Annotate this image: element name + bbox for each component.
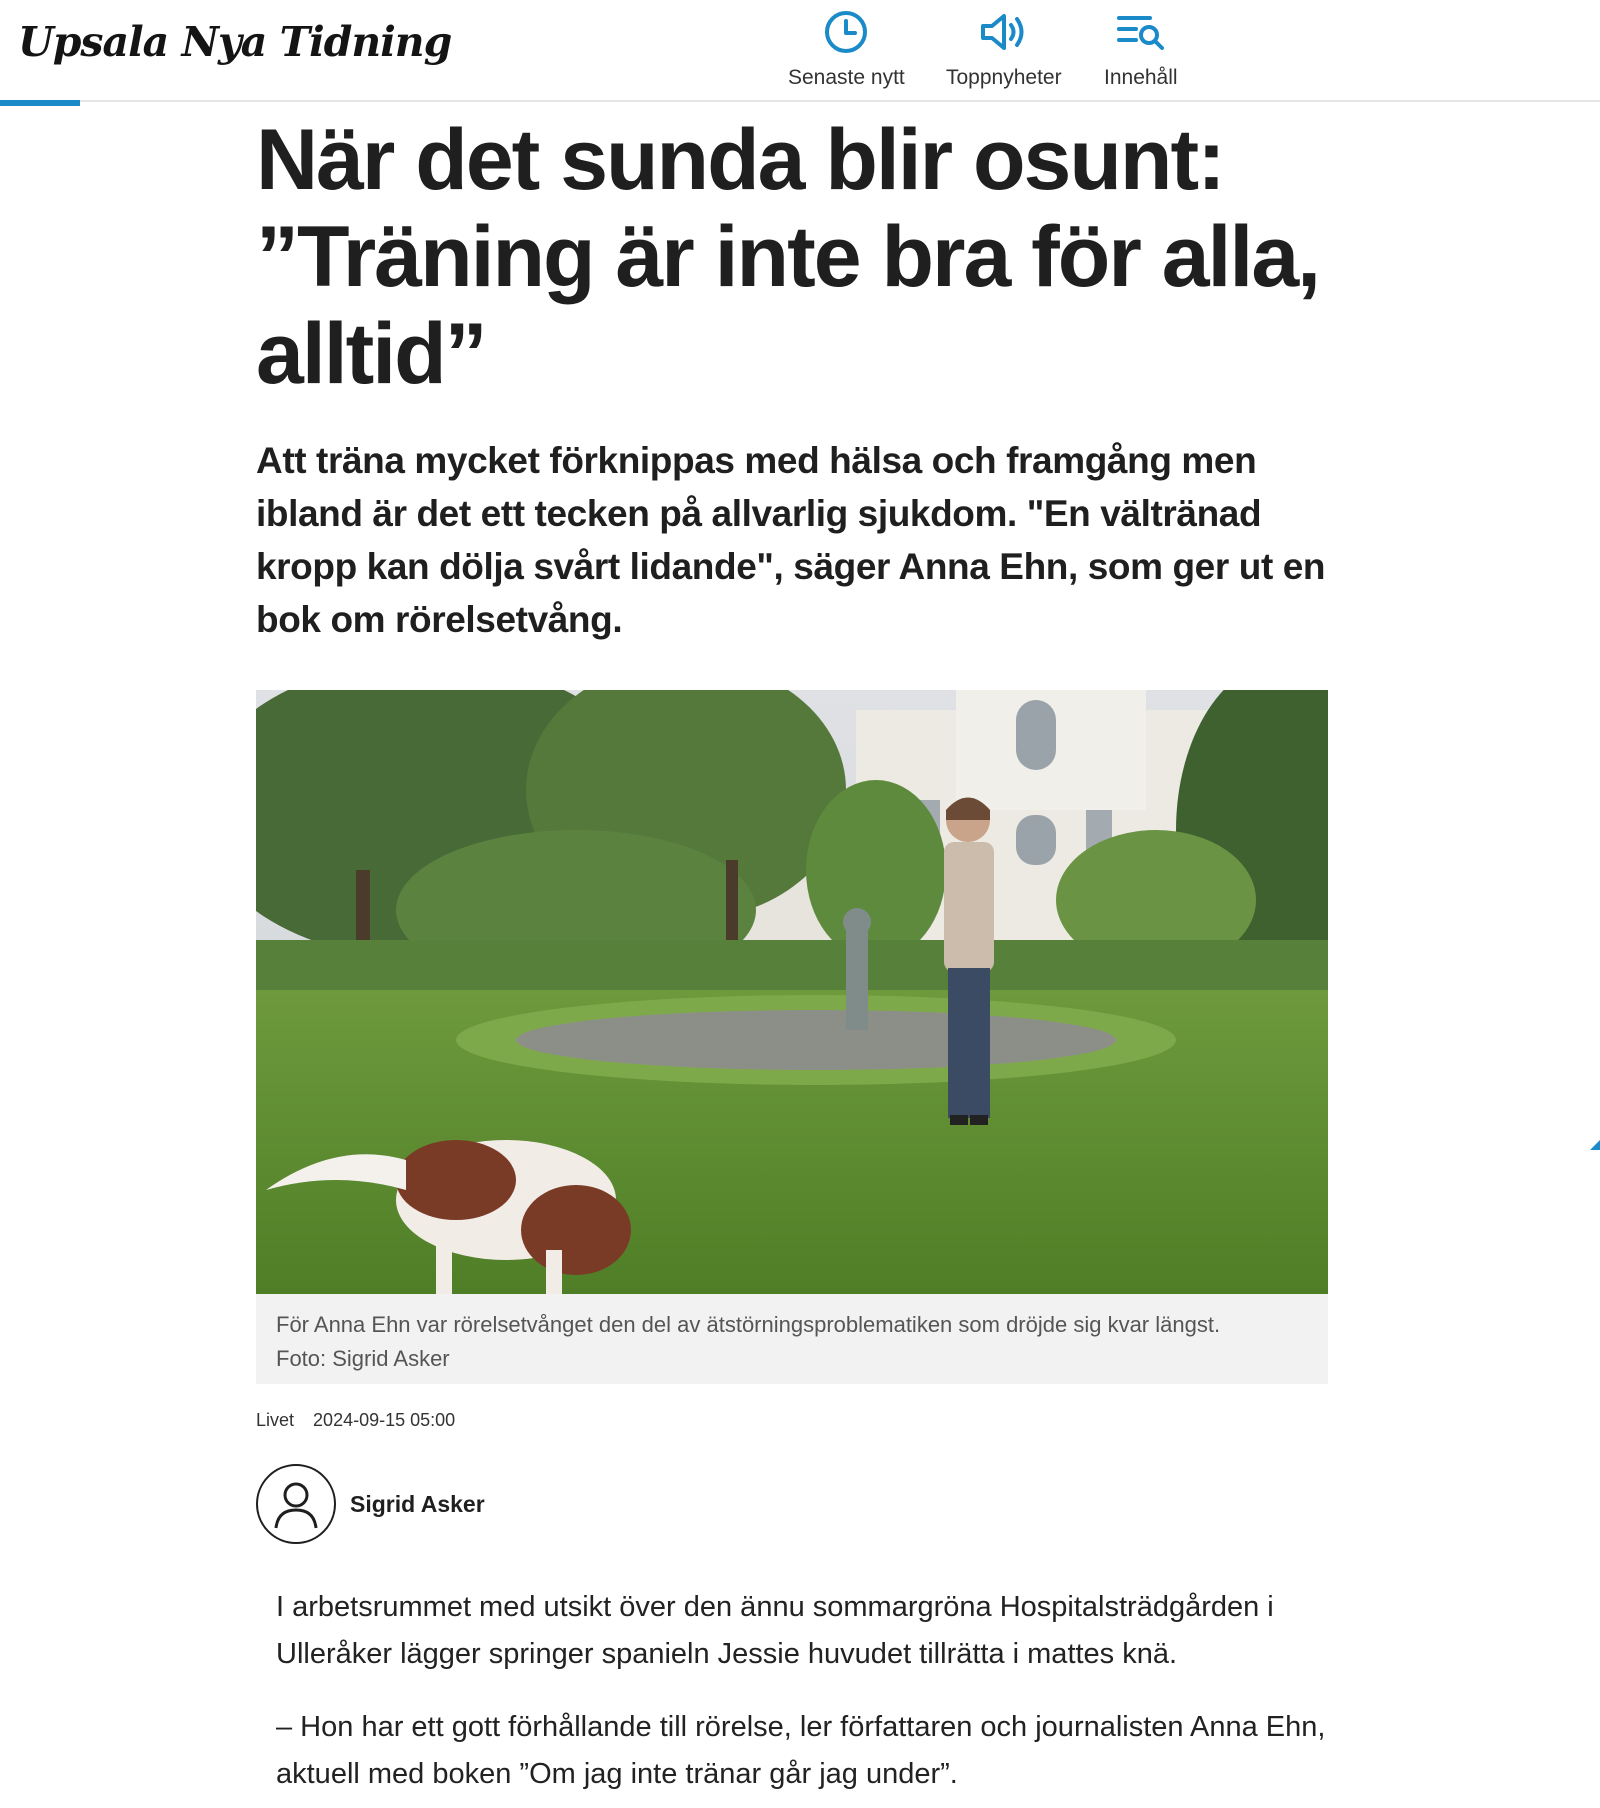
avatar <box>256 1464 336 1544</box>
headline-line: ”Träning är inte bra för alla, <box>256 209 1320 305</box>
site-header <box>0 0 1600 102</box>
headline-line: När det sunda blir osunt: <box>256 112 1224 208</box>
nav-contents[interactable] <box>1104 0 1178 100</box>
clock-icon <box>823 8 869 56</box>
article-paragraph: – Hon har ett gott förhållande till rörelse, ler författaren och journalisten Anna Ehn, aktuell med boken ”Om jag inte tränar går jag under”. <box>276 1711 1326 1790</box>
user-icon <box>272 1478 320 1530</box>
photo-caption <box>276 1308 1306 1376</box>
photo-caption-text: För Anna Ehn var rörelsetvånget den del av ätstörningsproblematiken som dröjde sig kvar längst. <box>276 1312 1221 1337</box>
list-search-icon <box>1116 8 1166 56</box>
author-byline[interactable] <box>256 1462 485 1546</box>
corner-icon <box>1590 1140 1600 1150</box>
section-label[interactable]: Livet <box>256 1410 295 1430</box>
nav-latest-news-label: Senaste nytt <box>788 66 905 89</box>
nav-top-news-label: Toppnyheter <box>946 66 1062 89</box>
speaker-icon <box>979 8 1029 56</box>
article-paragraph: I arbetsrummet med utsikt över den ännu sommargröna Hospitalsträdgården i Ulleråker lägger springer spanieln Jessie huvudet tillrätta i mattes knä. <box>276 1591 1274 1670</box>
site-logo[interactable]: Upsala Nya Tidning <box>18 18 452 66</box>
reading-progress-bar <box>0 100 80 106</box>
nav-top-news[interactable] <box>946 0 1062 100</box>
article-lead: Att träna mycket förknippas med hälsa och framgång men ibland är det ett tecken på allvarlig sjukdom. "En vältränad kropp kan dölja svårt lidande", säger Anna Ehn, som ger ut en bok om rörelsetvång. <box>256 440 1326 640</box>
nav-latest-news[interactable] <box>788 0 905 100</box>
photo-caption-box <box>256 1294 1328 1384</box>
author-name: Sigrid Asker <box>350 1490 485 1517</box>
nav-contents-label: Innehåll <box>1104 66 1178 89</box>
article-photo[interactable] <box>256 690 1328 1294</box>
photo-credit: Foto: Sigrid Asker <box>276 1346 450 1371</box>
article-meta <box>256 1410 469 1431</box>
article-headline <box>256 112 1356 403</box>
publish-date: 2024-09-15 05:00 <box>313 1410 456 1430</box>
headline-line: alltid” <box>256 306 486 402</box>
